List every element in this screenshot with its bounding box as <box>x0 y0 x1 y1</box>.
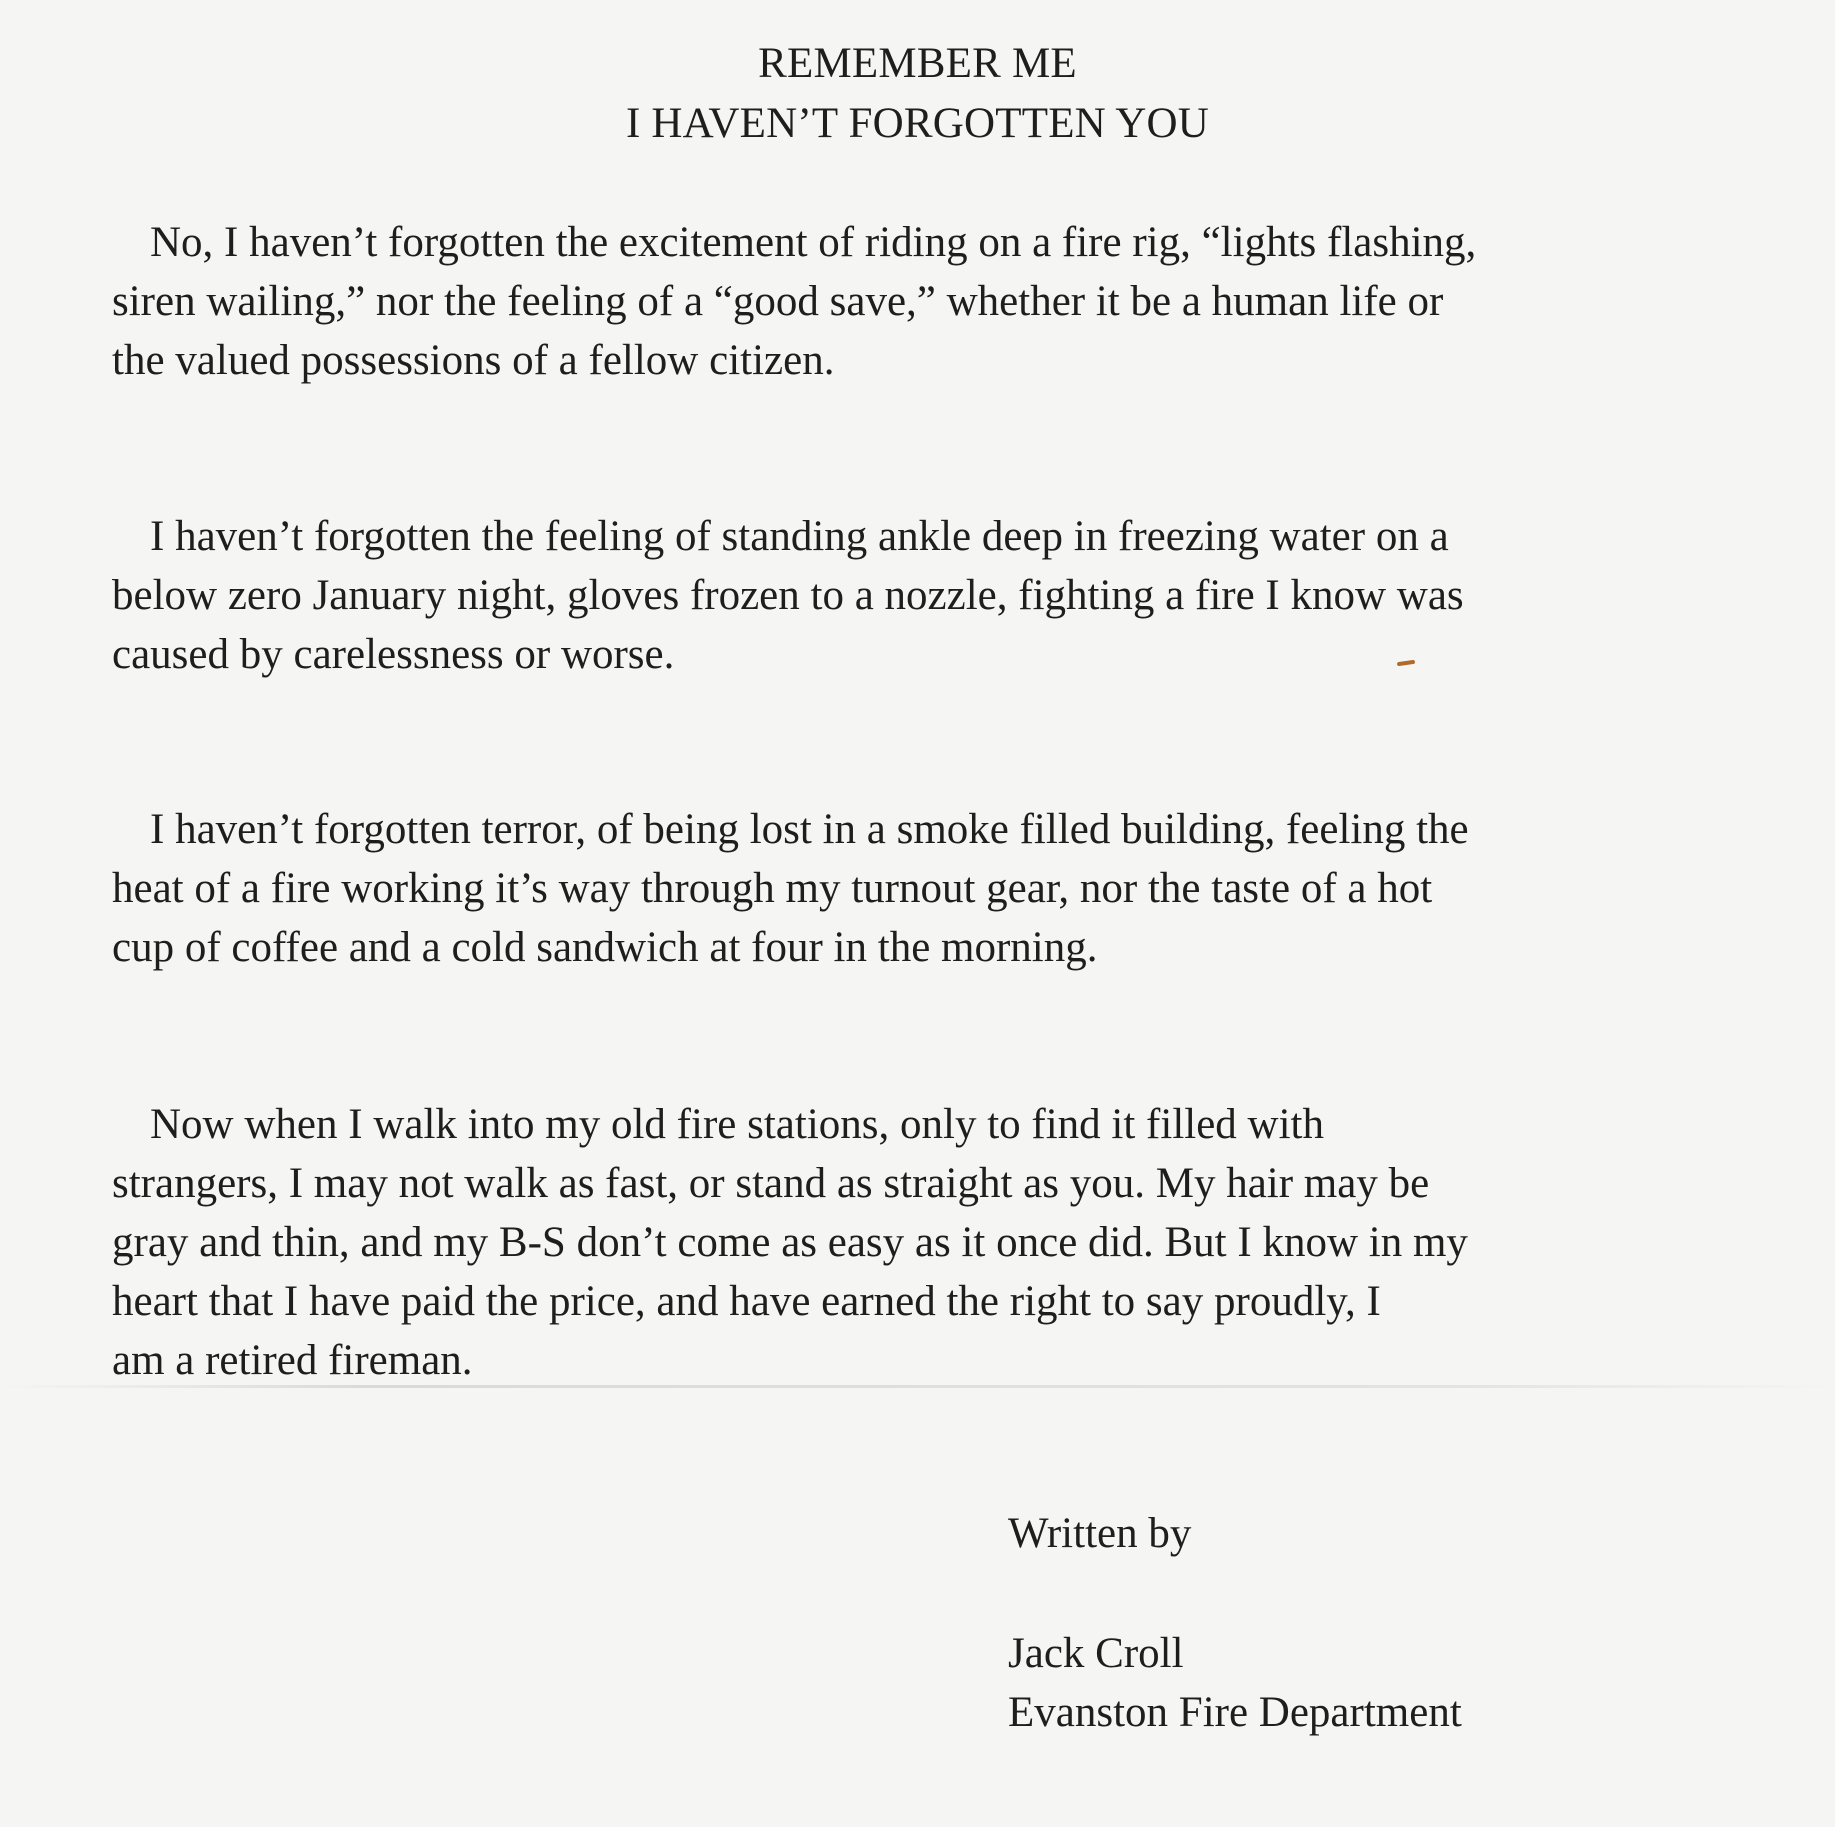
paragraph-line: heart that I have paid the price, and have earned the right to say proudly, I <box>112 1278 1381 1325</box>
paragraph-4 <box>112 1095 1732 1390</box>
paragraph-2 <box>112 507 1732 684</box>
paragraph-line: Now when I walk into my old fire stations, only to find it filled with <box>150 1101 1324 1148</box>
paragraph-line: siren wailing,” nor the feeling of a “good save,” whether it be a human life or <box>112 278 1444 325</box>
author-department: Evanston Fire Department <box>1008 1689 1462 1736</box>
written-by-label: Written by <box>1008 1510 1192 1557</box>
document-subtitle: I HAVEN’T FORGOTTEN YOU <box>625 100 1210 147</box>
document-title: REMEMBER ME <box>758 40 1077 87</box>
paragraph-1 <box>112 213 1732 390</box>
author-name: Jack Croll <box>1008 1630 1184 1677</box>
paragraph-line: gray and thin, and my B-S don’t come as easy as it once did. But I know in my <box>112 1219 1468 1266</box>
paragraph-line: caused by carelessness or worse. <box>112 631 675 678</box>
paragraph-line: strangers, I may not walk as fast, or stand as straight as you. My hair may be <box>112 1160 1430 1207</box>
paragraph-line: below zero January night, gloves frozen to a nozzle, fighting a fire I know was <box>112 572 1464 619</box>
paragraph-line: No, I haven’t forgotten the excitement of riding on a fire rig, “lights flashing, <box>150 219 1477 266</box>
paragraph-line: the valued possessions of a fellow citizen. <box>112 337 835 384</box>
paragraph-line: I haven’t forgotten terror, of being lost in a smoke filled building, feeling the <box>150 806 1469 853</box>
paragraph-line: am a retired fireman. <box>112 1337 473 1384</box>
paragraph-line: heat of a fire working it’s way through my turnout gear, nor the taste of a hot <box>112 865 1433 912</box>
paragraph-3 <box>112 800 1732 977</box>
paragraph-line: I haven’t forgotten the feeling of standing ankle deep in freezing water on a <box>150 513 1449 560</box>
paragraph-line: cup of coffee and a cold sandwich at four in the morning. <box>112 924 1098 971</box>
